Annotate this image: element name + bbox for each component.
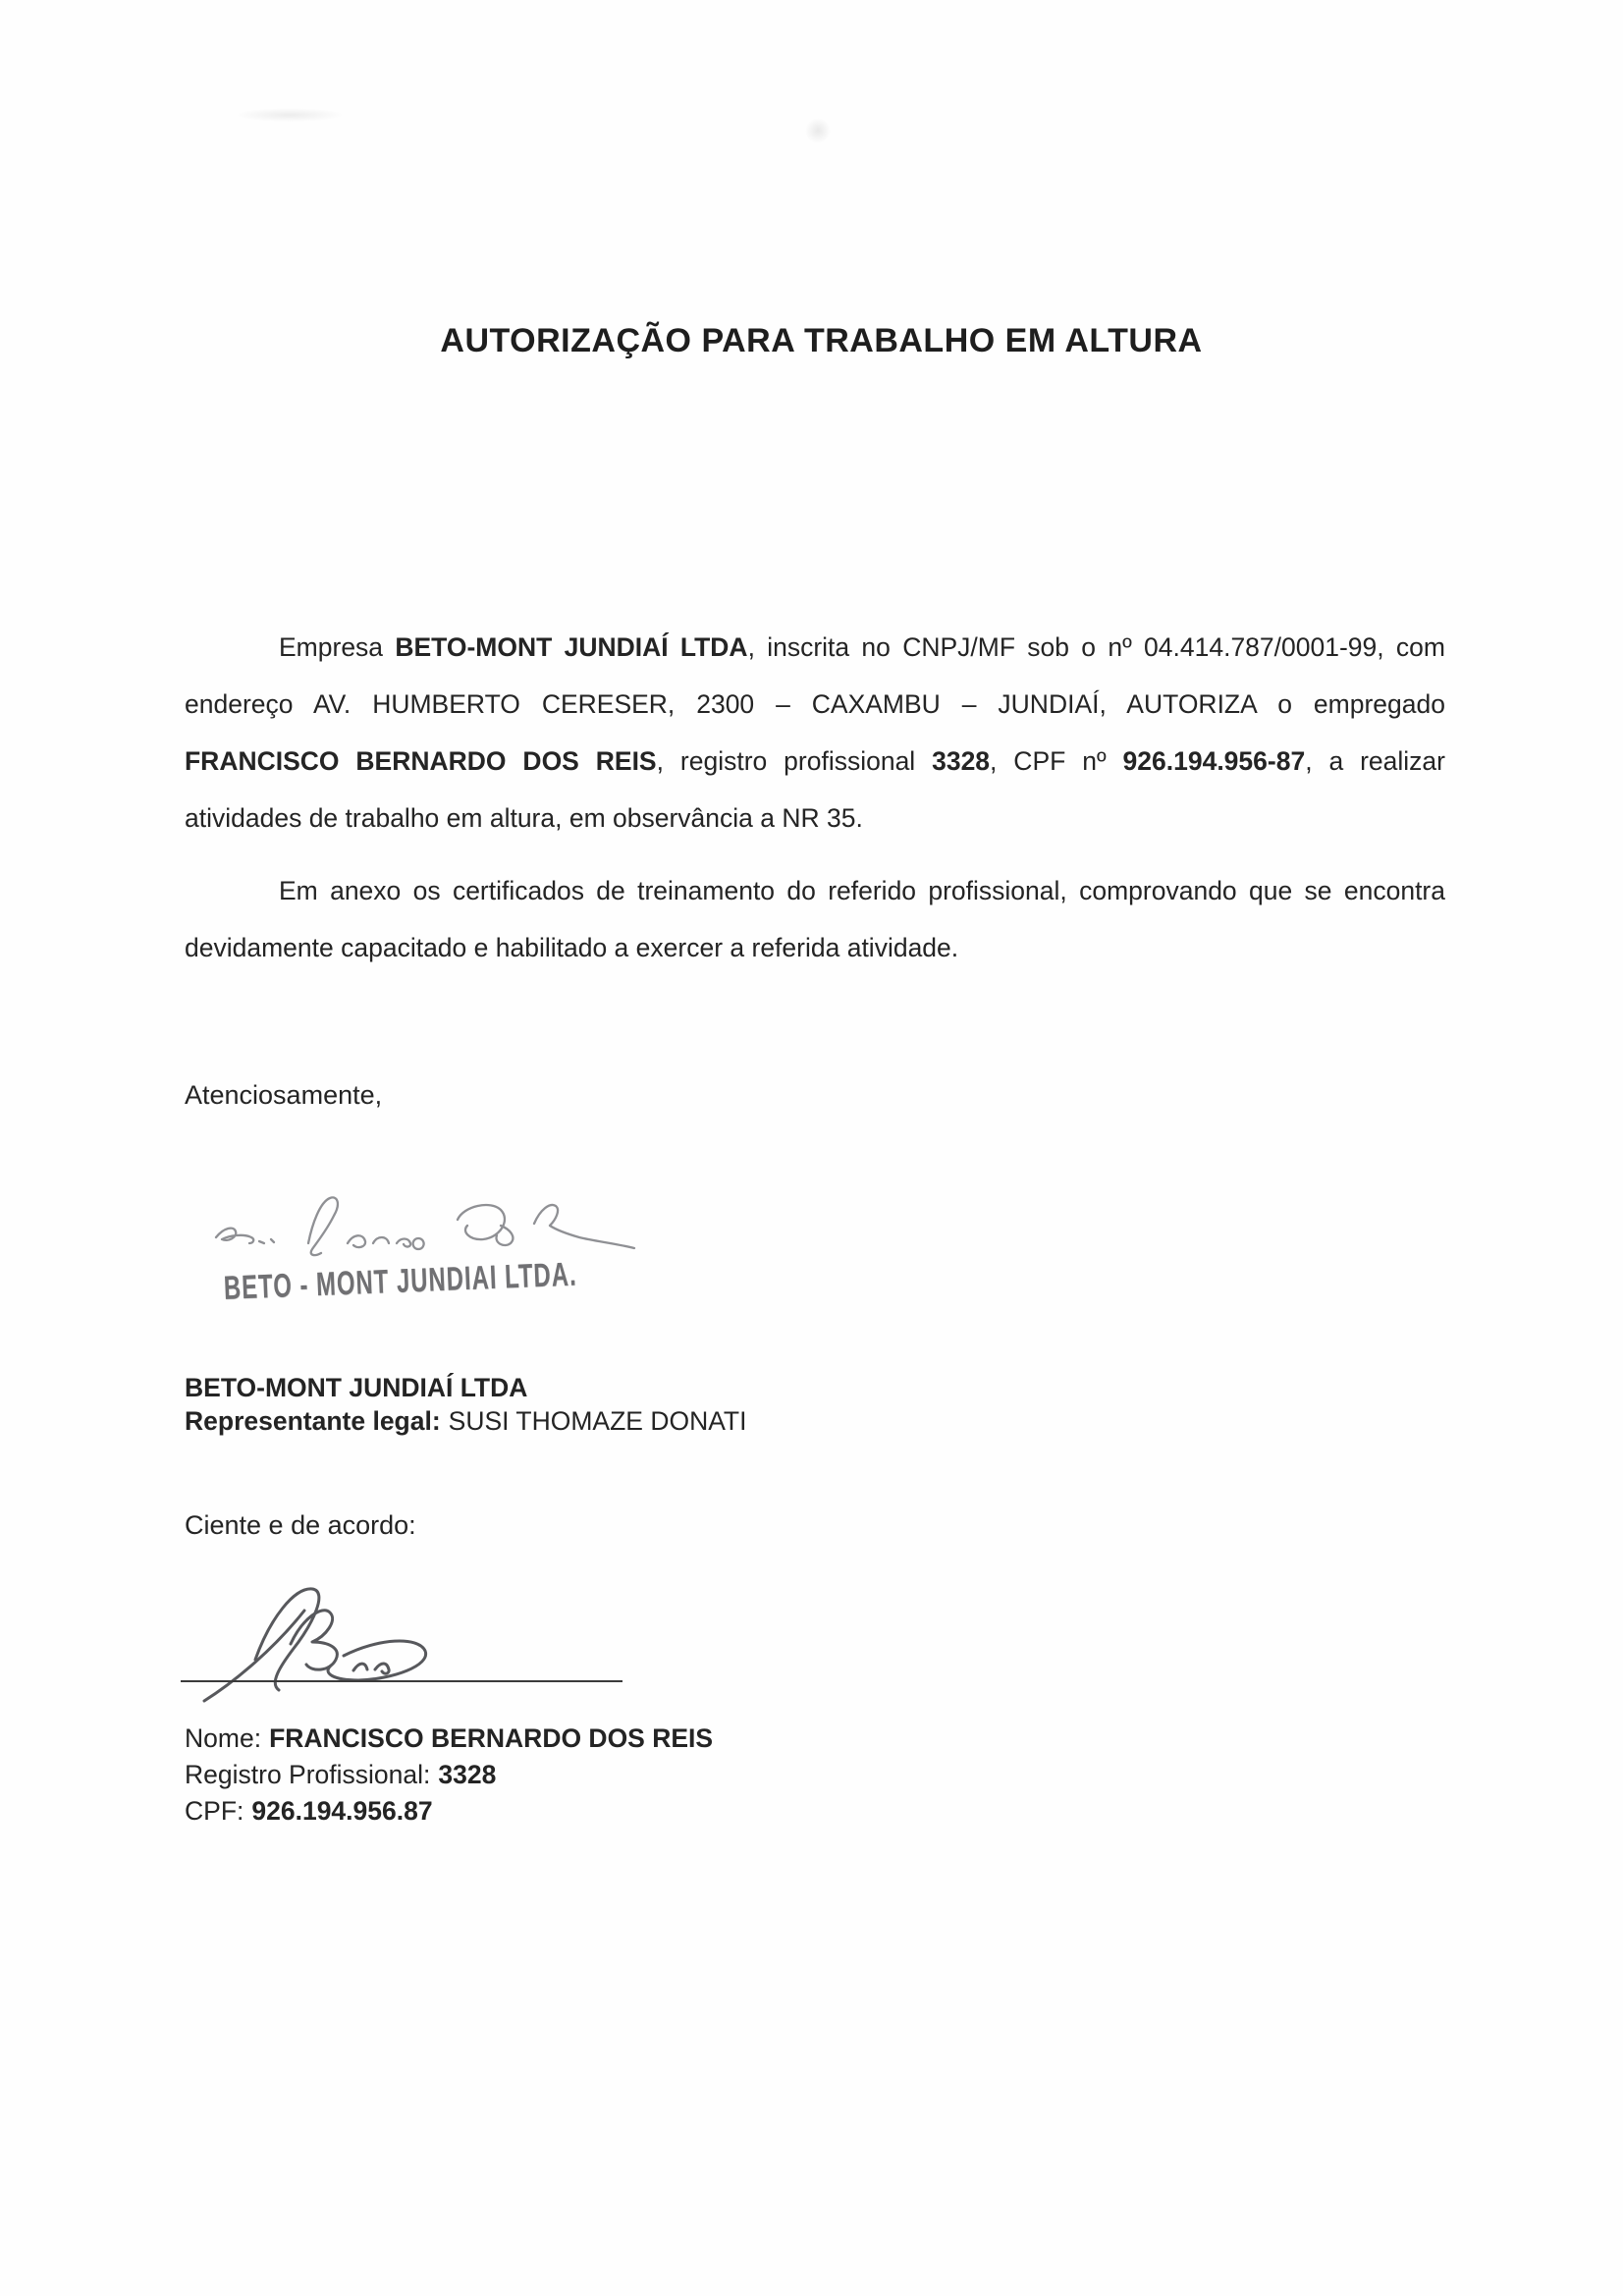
employee-signature bbox=[196, 1579, 434, 1705]
scan-artifact bbox=[236, 108, 344, 122]
company-stamp: BETO - MONT JUNDIAI LTDA. bbox=[223, 1255, 578, 1307]
employee-signature-block bbox=[185, 1721, 713, 1830]
employee-cpf-value: 926.194.956.87 bbox=[251, 1796, 433, 1826]
employee-cpf-label: CPF: bbox=[185, 1796, 244, 1826]
scan-artifact bbox=[805, 118, 831, 143]
company-representative-signature bbox=[210, 1186, 642, 1271]
legal-representative-line bbox=[185, 1404, 746, 1438]
acknowledgement-label: Ciente e de acordo: bbox=[185, 1510, 416, 1540]
company-signature-block bbox=[185, 1371, 746, 1438]
employee-name-label: Nome: bbox=[185, 1723, 262, 1753]
employee-name-value: FRANCISCO BERNARDO DOS REIS bbox=[269, 1723, 714, 1753]
legal-rep-label: Representante legal: bbox=[185, 1406, 441, 1436]
signature-line bbox=[181, 1680, 622, 1682]
paragraph-attachments: Em anexo os certificados de treinamento do referido profissional, comprovando que se encontra devidamente capacitado e habilitado a exercer a referida atividade. bbox=[185, 876, 1445, 962]
legal-rep-name: SUSI THOMAZE DONATI bbox=[448, 1406, 747, 1436]
company-name: BETO-MONT JUNDIAÍ LTDA bbox=[185, 1373, 528, 1402]
employee-cpf-line bbox=[185, 1793, 713, 1830]
employee-registry-line bbox=[185, 1757, 713, 1793]
employee-registry-value: 3328 bbox=[438, 1760, 497, 1789]
document-body bbox=[185, 619, 1445, 976]
closing-salutation: Atenciosamente, bbox=[185, 1080, 383, 1110]
employee-name-line bbox=[185, 1721, 713, 1757]
paragraph-authorization: Empresa BETO-MONT JUNDIAÍ LTDA, inscrita no CNPJ/MF sob o nº 04.414.787/0001-99, com endereço AV. HUMBERTO CERESER, 2300 – CAXAMBU – JUNDIAÍ, AUTORIZA o empregado FRANCISCO BERNARDO DOS REIS, registro profissional 3328, CPF nº 926.194.956-87, a realizar atividades de trabalho em altura, em observância a NR 35. bbox=[185, 632, 1445, 833]
employee-registry-label: Registro Profissional: bbox=[185, 1760, 431, 1789]
document-title: AUTORIZAÇÃO PARA TRABALHO EM ALTURA bbox=[440, 322, 1203, 359]
